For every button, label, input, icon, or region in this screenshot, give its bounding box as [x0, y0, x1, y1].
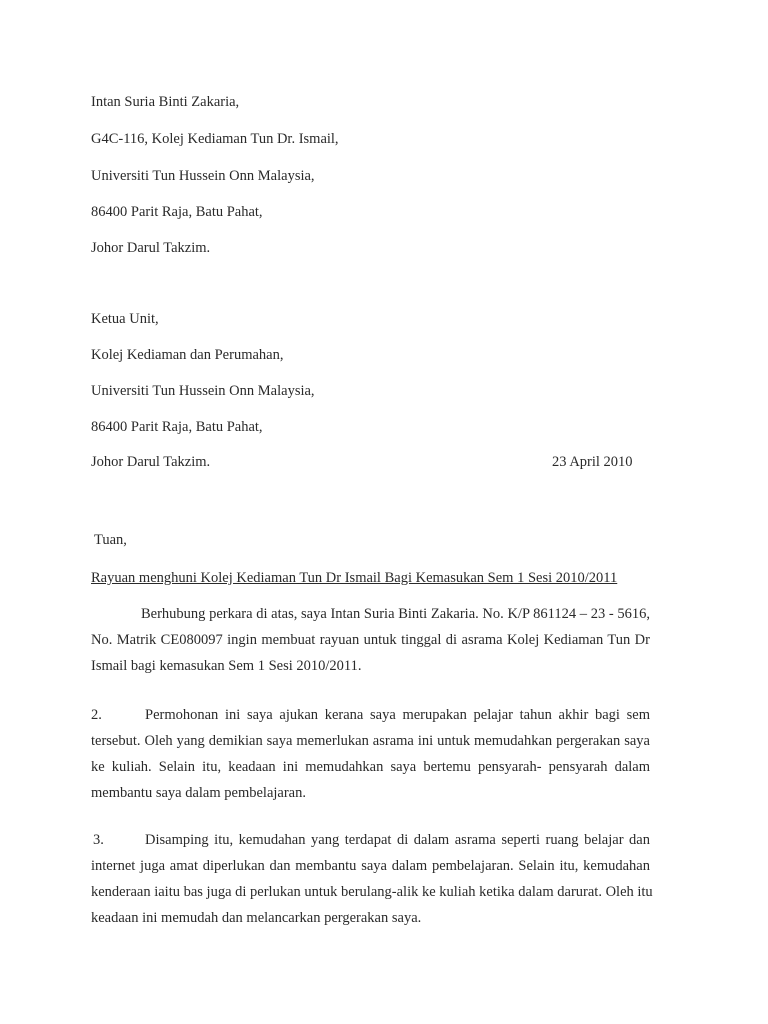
paragraph-2-line: 2. Permohonan ini saya ajukan kerana saya merupakan pelajar tahun akhir bagi sem	[91, 702, 650, 728]
paragraph-1-line: Berhubung perkara di atas, saya Intan Suria Binti Zakaria. No. K/P 861124 – 23 - 5616,	[141, 606, 650, 622]
paragraph-2-line: tersebut. Oleh yang demikian saya memerlukan asrama ini untuk memudahkan pergerakan saya	[91, 733, 650, 749]
recipient-address-line-1: Kolej Kediaman dan Perumahan,	[91, 347, 284, 363]
paragraph-1-line: Ismail bagi kemasukan Sem 1 Sesi 2010/2011.	[91, 658, 362, 674]
paragraph-1-line: No. Matrik CE080097 ingin membuat rayuan untuk tinggal di asrama Kolej Kediaman Tun Dr	[91, 632, 650, 648]
paragraph-3-line: 3. Disamping itu, kemudahan yang terdapat di dalam asrama seperti ruang belajar dan	[91, 827, 650, 853]
recipient-title: Ketua Unit,	[91, 311, 159, 327]
recipient-address-line-3: 86400 Parit Raja, Batu Pahat,	[91, 419, 263, 435]
paragraph-3	[91, 827, 653, 931]
paragraph-3-number: 3.	[93, 832, 104, 848]
paragraph-3-line: kenderaan iaitu bas juga di perlukan untuk berulang-alik ke kuliah ketika dalam darurat. Oleh itu	[91, 884, 653, 900]
letter-subject: Rayuan menghuni Kolej Kediaman Tun Dr Ismail Bagi Kemasukan Sem 1 Sesi 2010/2011	[91, 570, 618, 586]
recipient-address-line-2: Universiti Tun Hussein Onn Malaysia,	[91, 383, 315, 399]
sender-name: Intan Suria Binti Zakaria,	[91, 94, 240, 110]
sender-address-line-4: Johor Darul Takzim.	[91, 240, 211, 256]
recipient-address-line-4: Johor Darul Takzim.	[91, 454, 211, 470]
paragraph-3-line: internet juga amat diperlukan dan membantu saya dalam pembelajaran. Selain itu, kemudahan	[91, 858, 650, 874]
paragraph-2-number: 2.	[91, 707, 102, 723]
salutation: Tuan,	[94, 532, 127, 548]
paragraph-3-line: keadaan ini memudah dan melancarkan pergerakan saya.	[91, 910, 422, 926]
paragraph-2	[91, 702, 650, 806]
letter-date: 23 April 2010	[552, 454, 633, 470]
sender-address-line-3: 86400 Parit Raja, Batu Pahat,	[91, 204, 263, 220]
paragraph-2-line: ke kuliah. Selain itu, keadaan ini memudahkan saya bertemu pensyarah- pensyarah dalam	[91, 759, 650, 775]
sender-address-line-2: Universiti Tun Hussein Onn Malaysia,	[91, 168, 315, 184]
paragraph-2-line: membantu saya dalam pembelajaran.	[91, 785, 306, 801]
paragraph-1	[91, 601, 650, 679]
sender-address-line-1: G4C-116, Kolej Kediaman Tun Dr. Ismail,	[91, 131, 339, 147]
